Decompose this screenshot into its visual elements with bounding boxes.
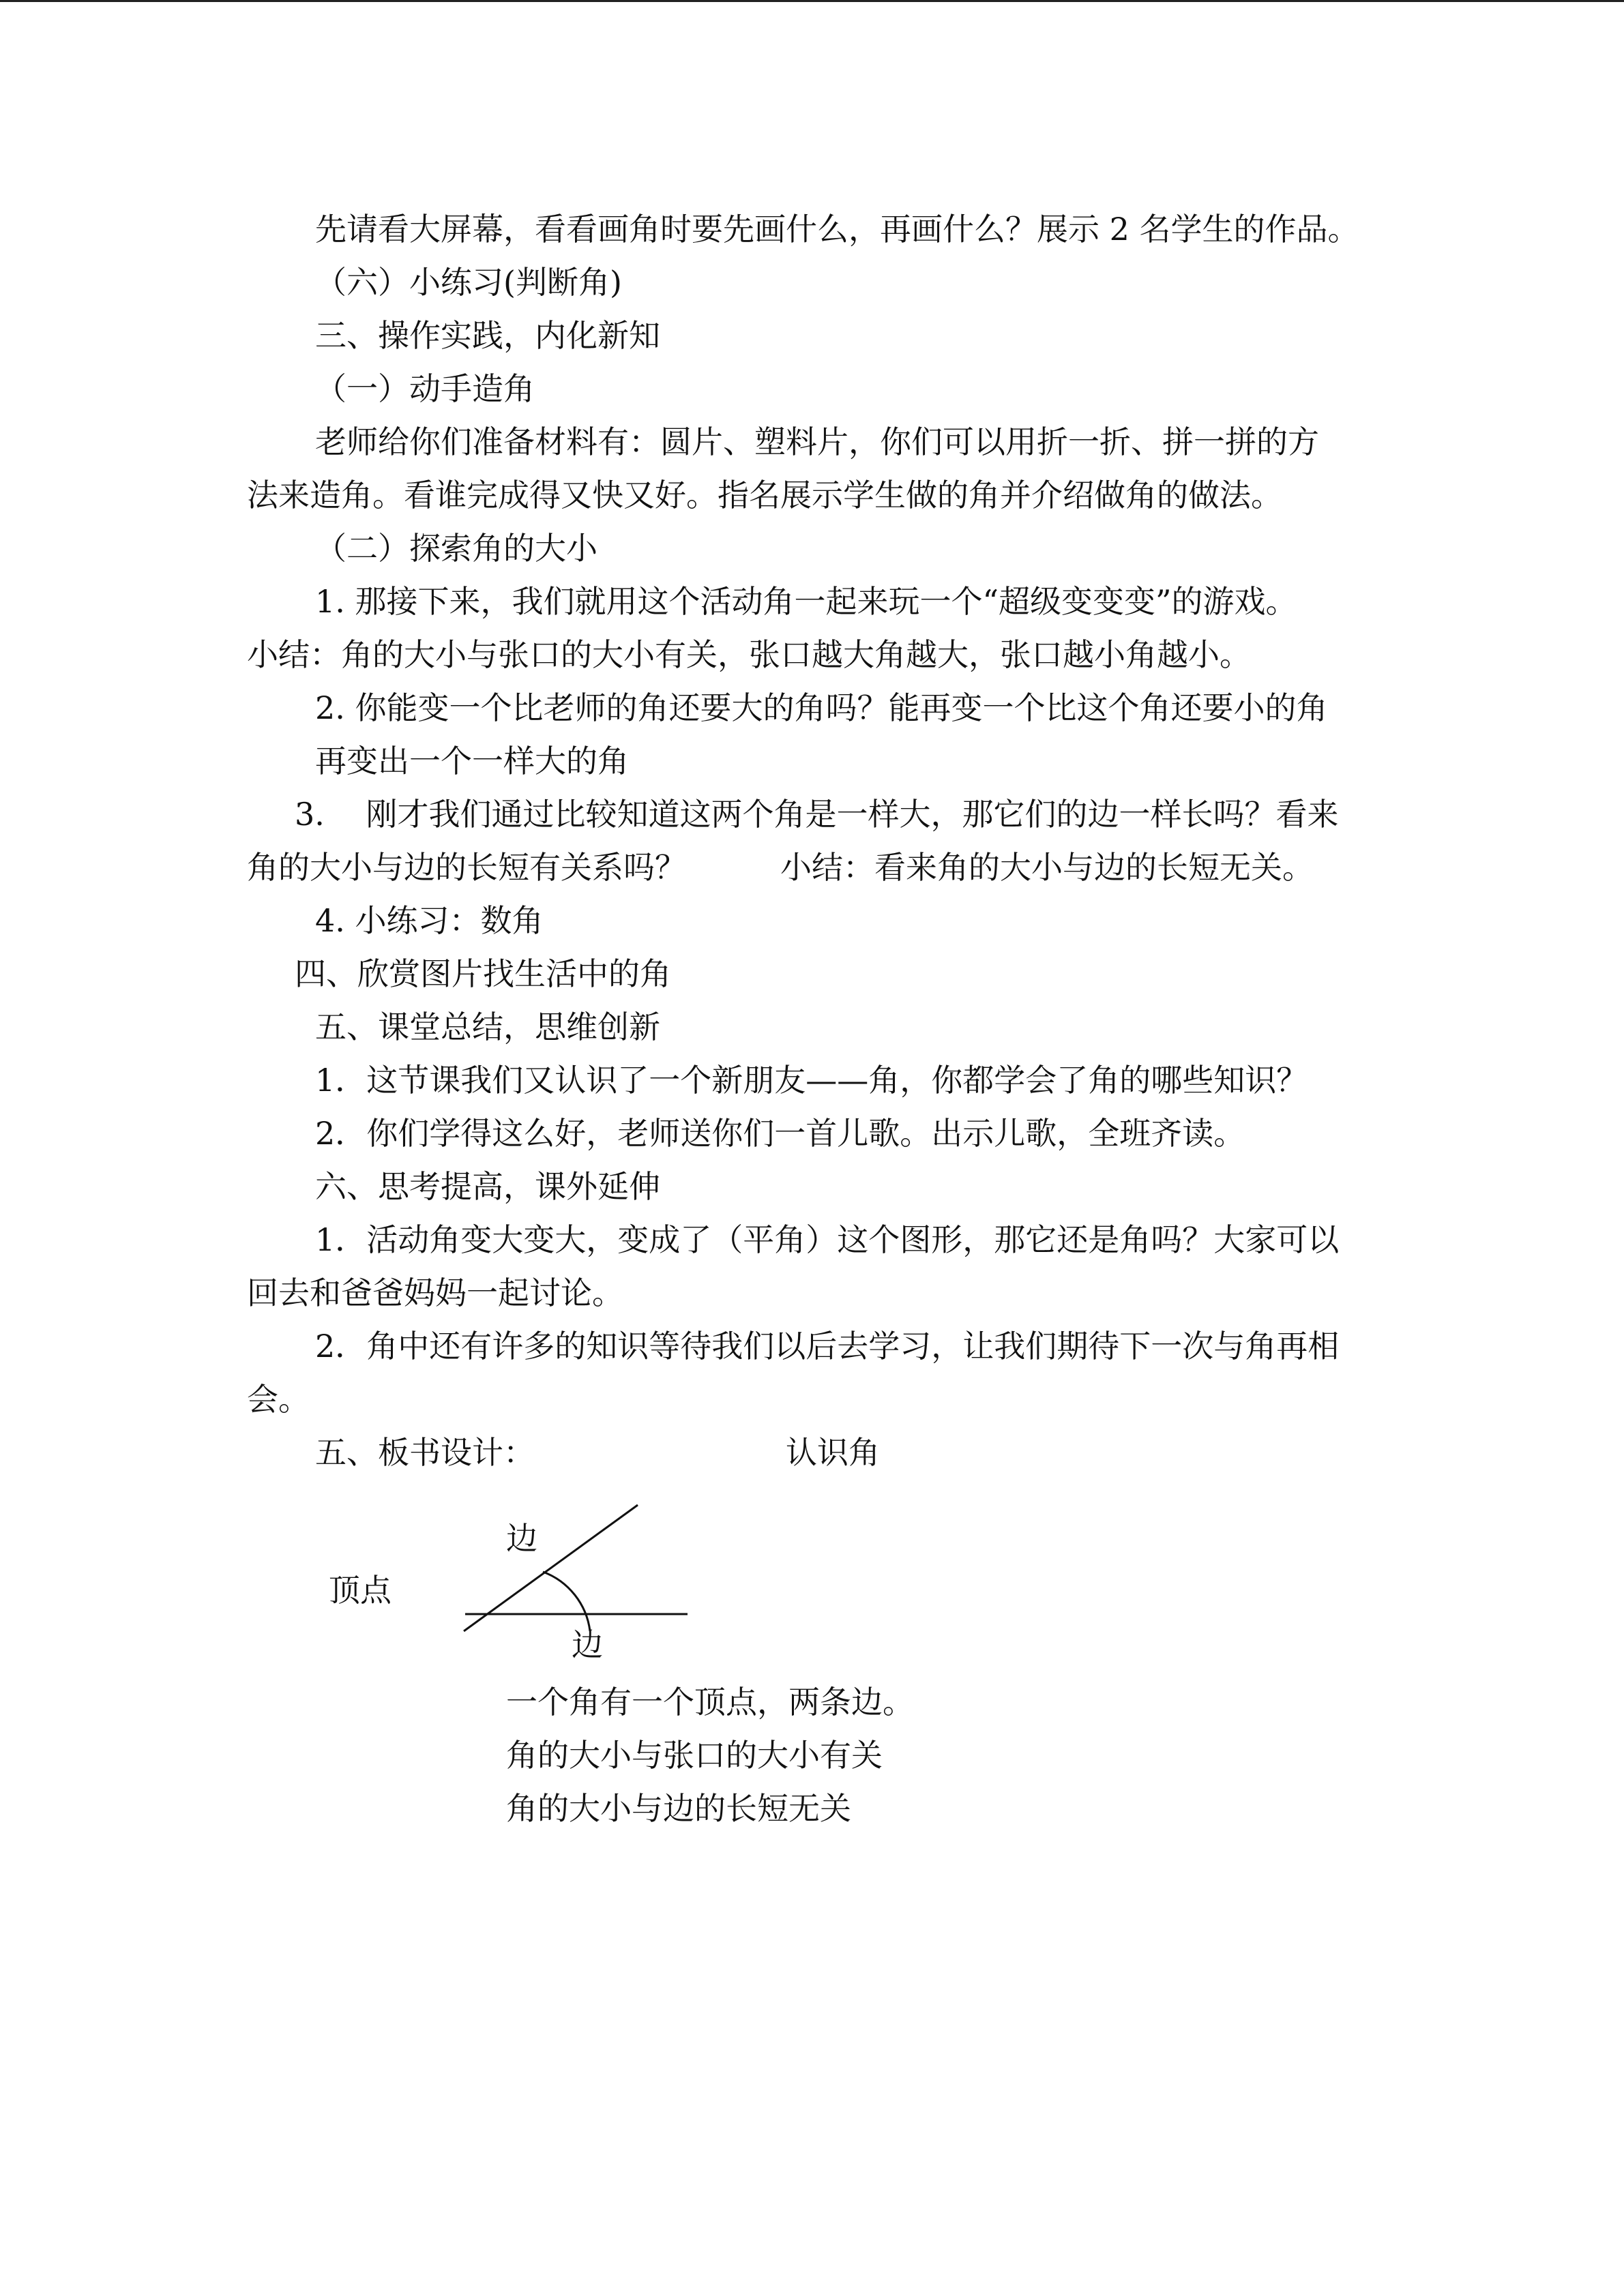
board-note: 角的大小与张口的大小有关 <box>506 1737 883 1774</box>
board-note: 角的大小与边的长短无关 <box>506 1790 851 1827</box>
text-line: （六）小练习(判断角) <box>315 264 622 301</box>
angle-side-slanted <box>464 1505 638 1631</box>
angle-arc <box>543 1572 590 1631</box>
subsection-heading: （二）探索角的大小 <box>315 530 597 567</box>
text-line: 会。 <box>247 1381 310 1418</box>
text-line: 角的大小与边的长短有关系吗？ 小结：看来角的大小与边的长短无关。 <box>247 849 1314 886</box>
section-heading: 三、操作实践，内化新知 <box>315 317 660 354</box>
board-design-heading: 五、板书设计： <box>315 1434 535 1471</box>
section-heading: 六、思考提高，课外延伸 <box>315 1168 660 1205</box>
text-line: 法来造角。看谁完成得又快又好。指名展示学生做的角并介绍做角的做法。 <box>247 477 1282 513</box>
text-line: 小结：角的大小与张口的大小有关，张口越大角越大，张口越小角越小。 <box>247 636 1251 673</box>
text-line: 回去和爸爸妈妈一起讨论。 <box>247 1274 623 1311</box>
text-line: 3. 刚才我们通过比较知道这两个角是一样大，那它们的边一样长吗？看来 <box>295 796 1339 833</box>
section-heading: 五、课堂总结，思维创新 <box>315 1009 660 1045</box>
text-line: 先请看大屏幕，看看画角时要先画什么，再画什么？展示 2 名学生的作品。 <box>315 211 1359 248</box>
text-line: 老师给你们准备材料有：圆片、塑料片，你们可以用折一折、拼一拼的方 <box>315 423 1319 460</box>
side-label-top: 边 <box>506 1520 537 1557</box>
subsection-heading: （一）动手造角 <box>315 370 535 407</box>
text-line: 1. 那接下来，我们就用这个活动角一起来玩一个“超级变变变”的游戏。 <box>315 583 1297 620</box>
board-title: 认识角 <box>786 1434 880 1471</box>
text-line: 1．活动角变大变大，变成了（平角）这个图形，那它还是角吗？大家可以 <box>315 1221 1340 1258</box>
text-line: 再变出一个一样大的角 <box>315 743 629 779</box>
section-heading: 四、欣赏图片找生活中的角 <box>295 955 671 992</box>
text-line: 2．角中还有许多的知识等待我们以后去学习，让我们期待下一次与角再相 <box>315 1328 1340 1365</box>
board-note: 一个角有一个顶点，两条边。 <box>506 1684 914 1720</box>
text-line: 2．你们学得这么好，老师送你们一首儿歌。出示儿歌，全班齐读。 <box>315 1115 1245 1152</box>
vertex-label: 顶点 <box>329 1572 392 1609</box>
text-line: 2. 你能变一个比老师的角还要大的角吗？能再变一个比这个角还要小的角 <box>315 689 1328 726</box>
text-line: 1．这节课我们又认识了一个新朋友——角，你都学会了角的哪些知识？ <box>315 1062 1308 1099</box>
text-line: 4. 小练习：数角 <box>315 902 544 939</box>
side-label-bottom: 边 <box>572 1626 603 1663</box>
